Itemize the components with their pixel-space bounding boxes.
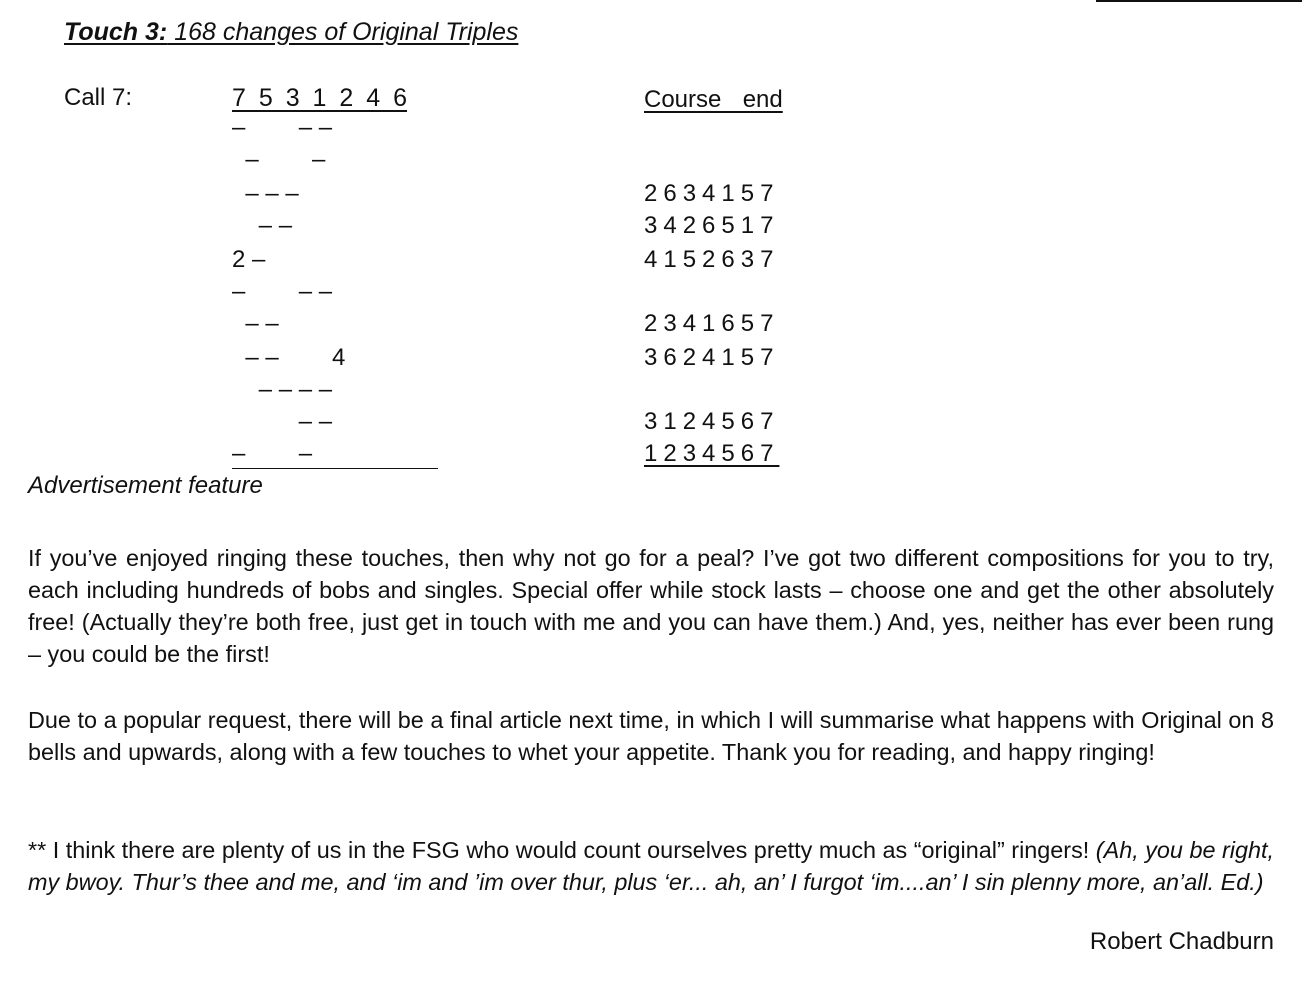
call-row-2: – – <box>232 146 326 173</box>
paragraph-next-article: Due to a popular request, there will be a final article next time, in which I will summarise what happens with Original on 8 bells and upwards, along with a few touches to whet your appetite. Thank you for reading, and happy ringing! <box>28 707 1274 765</box>
touch-title <box>64 18 518 47</box>
call-row-3: – – – <box>232 180 299 207</box>
course-end-row: 4152637 <box>644 246 780 273</box>
call-row-11: – – <box>232 440 438 469</box>
call-row-1: – – – <box>232 114 333 141</box>
paragraph-footnote <box>28 834 1274 898</box>
call-row-6: – – – <box>232 278 333 305</box>
course-end-row: 2341657 <box>644 310 780 337</box>
call-row-8: – – 4 <box>232 344 346 371</box>
paragraph-peal-offer: If you’ve enjoyed ringing these touches, then why not go for a peal? I’ve got two different compositions for you to try, each including hundreds of bobs and singles. Special offer while stock lasts – choose one and get the other absolutely free! (Actually they’re both free, just get in touch with me and you can have them.) And, yes, neither has ever been rung – you could be the first! <box>28 545 1274 667</box>
touch-title-rest: 168 changes of Original Triples <box>167 18 519 46</box>
footnote-plain: ** I think there are plenty of us in the FSG who would count ourselves pretty much as “original” ringers! <box>28 837 1096 863</box>
course-end-row: 3124567 <box>644 408 780 435</box>
calls-header: 7 5 3 1 2 4 6 <box>232 84 408 112</box>
call-row-7: – – <box>232 310 279 337</box>
touch-title-bold: Touch 3: <box>64 18 168 46</box>
top-rule <box>1096 0 1302 2</box>
call-row-10: – – <box>232 408 333 435</box>
course-end-row-final: 1234567 <box>644 440 780 467</box>
call-row-5: 2 – <box>232 246 266 273</box>
call-row-9: – – – – <box>232 376 333 403</box>
course-end-row: 2634157 <box>644 180 780 207</box>
call-row-4: – – <box>232 212 293 239</box>
course-end-header: Course end <box>644 86 783 113</box>
course-end-row: 3624157 <box>644 344 780 371</box>
advertisement-label: Advertisement feature <box>28 472 263 499</box>
author-signature: Robert Chadburn <box>1089 928 1274 955</box>
call-label: Call 7: <box>64 84 133 111</box>
course-end-row: 3426517 <box>644 212 780 239</box>
footnote-editor-note: (Ah, you be right, my bwoy. Thur’s thee and me, and ‘im and ’im over thur, plus ‘er... ah, an’ I furgot ‘im....an’ I sin plenny more, an’all. Ed.) <box>28 837 1274 895</box>
